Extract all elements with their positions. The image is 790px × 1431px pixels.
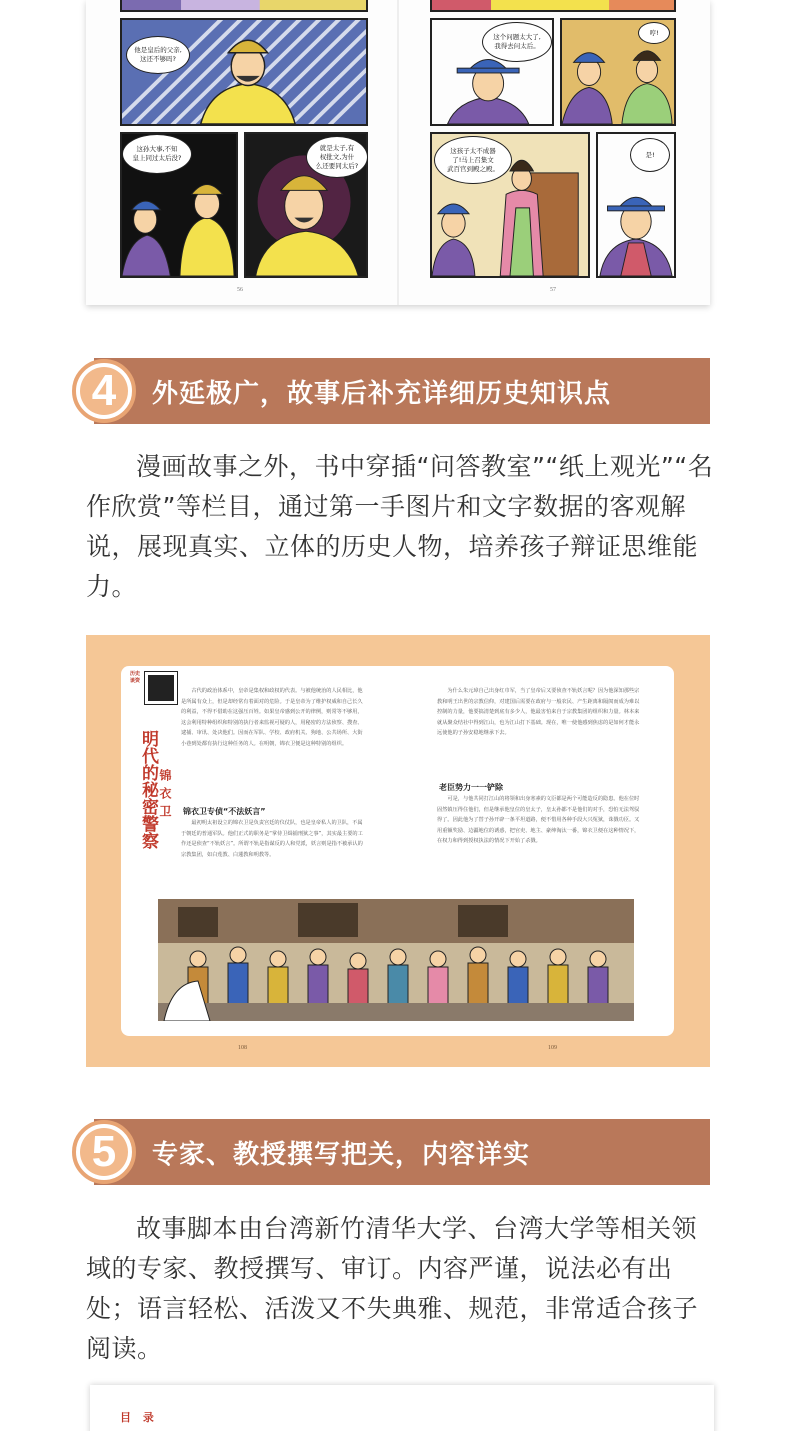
comic-panel [120,0,368,12]
speech-bubble: 这个问题太大了, 我得去问太后。 [482,22,552,62]
column-tag: 历史谈资 [130,671,141,684]
book-page [121,666,674,1036]
speech-bubble: 他是皇后的父亲, 这还不够吗? [126,36,190,74]
book-spread [86,635,710,1067]
body-text: 为什么朱元璋自己出身红巾军，当了皇帝后又要侦查不轨妖言呢？因为他深知那些宗教和明王出世的宗教信仰，对建国后需要在政府与一般农民、产生距离和隔阂而成为难以控制的力量，他要搞清楚到底有多少人，他最害怕来自于宗教集团的组织和力量。林本来就从聚众结社中得到江山，也为江山打下基础。现在，唯一使他感到焦虑的是如何才能永远使他的子孙安稳地继承下去。 [437,688,640,736]
page-number: 57 [550,287,556,293]
page-number: 108 [238,1045,247,1051]
comic-spread [86,0,710,305]
article-subtitle: 锦衣卫 [158,769,172,823]
speech-bubble: 就是太子,有 权批文,为什 么还要同太后? [306,136,368,178]
comic-panel [430,0,676,12]
section-number: 4 [80,367,128,415]
article-title: 明代的秘密警察 [138,730,158,849]
section-number: 5 [80,1128,128,1176]
section-title: 专家、教授撰写把关，内容详实 [152,1139,531,1170]
section-paragraph: 漫画故事之外，书中穿插“问答教室”“纸上观光”“名作欣赏”等栏目，通过第一手图片和文字数据的客观解说，展现真实、立体的历史人物，培养孩子辩证思维能力。 [86,452,714,601]
speech-bubble: 是! [630,138,670,172]
section-header-5 [72,1119,710,1185]
speech-bubble: 这孙大事,不知 皇上同过太后没? [122,134,192,174]
section-paragraph: 故事脚本由台湾新竹清华大学、台湾大学等相关领域的专家、教授撰写、审订。内容严谨，说法必有出处；语言轻松、活泼又不失典雅、规范，非常适合孩子阅读。 [86,1214,699,1363]
section-number-badge [72,1120,136,1184]
section-title: 外延极广，故事后补充详细历史知识点 [152,378,612,409]
body-heading: 老臣势力一一铲除 [439,783,503,792]
spread-gutter [397,0,399,305]
toc-title: 目 录 [120,1411,158,1424]
body-text: 可是，与他共同打江山的将领和出身寒素的文臣都是两个可能造反的隐患。他在位时固然镇压得住他们，但是继承他皇位的皇太子，皇太孙都不是他们的对手，恐怕无法驾驭得了。因此他为了替子孙开辟一条平坦道路，便不惜用各种手段大兴冤狱，诛戮功臣。又用重额奖励、边疆地位的诱惑，把官吏、地主、豪绅淘汰一番，锦衣卫便在这种情况下，在权力和得到授权执法的情况下开始了杀戮。 [437,796,640,844]
column-icon [145,672,177,704]
body-text: 古代的政治体系中，皇帝是集权和政权的代表。与被他统治的人民相比，他是所属有众上，但是却经常有着面对的危险。于是皇帝为了维护权威和自己长久的利益，不得不借助在这强压百姓。如果皇帝感到公开的律例，则常等不够用，这会利用特种组织和特别的执行者来监视可疑的人，用秘密的方法侦察、搜查、逮捕、审讯、处决他们。因而在军队、学校、政府机关、狗地、公共场所、大街小巷到处都有执行这种任务的人。在明朝，锦衣卫便是这种特别的组织。 [181,688,363,747]
page-number: 56 [237,287,243,293]
section-number-badge [72,359,136,423]
body-text: 最初明太祖设立的锦衣卫是负责宫廷的仪仗队，也是皇帝私人的卫队，不属于朝廷的普通军队。他们正式的职务是“掌侍卫缉捕刑狱之事”，其实最主要的工作还是侦查“不轨妖言”。所谓不轨是指谋反的人和党派，妖言则是指不被承认的宗教集团，如白莲教、白蓮教和明教等。 [181,820,363,858]
toc-preview [90,1385,714,1431]
crowd-illustration [158,899,634,1021]
speech-bubble: 哼! [638,22,670,44]
speech-bubble: 这孩子太不成器 了!马上召集文 武百官到殿之殿。 [434,136,512,184]
section-header-4 [72,358,710,424]
body-heading: 锦衣卫专侦“不法妖言” [183,807,266,816]
page-number: 109 [548,1045,557,1051]
